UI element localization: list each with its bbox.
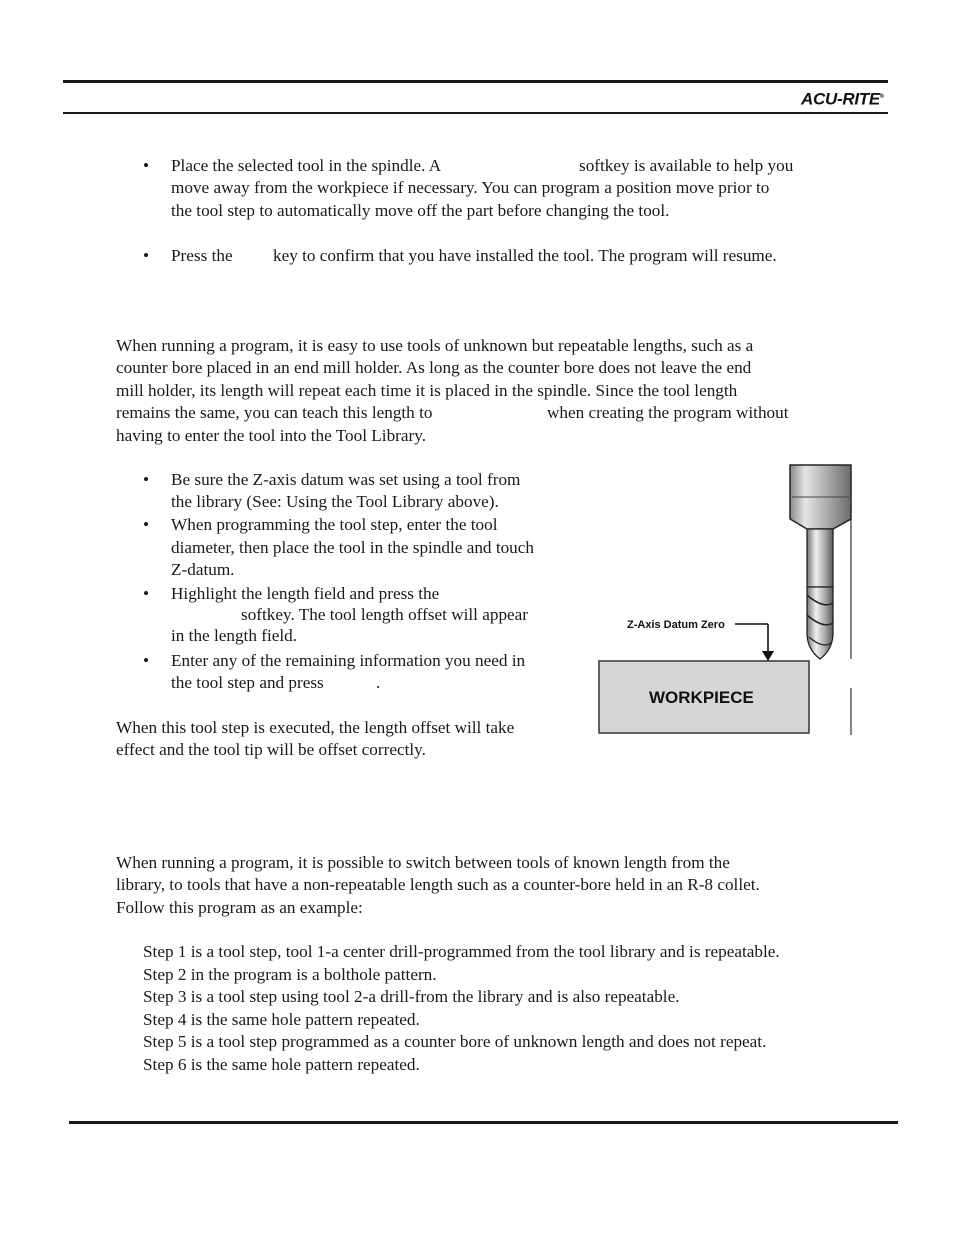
bullet-text: softkey. The tool length offset will appear (241, 605, 529, 624)
bullet-marker: • (143, 246, 150, 265)
bullet-text: . (376, 673, 381, 692)
step-item: Step 1 is a tool step, tool 1-a center drill-programmed from the tool library and is repeatable. (143, 942, 780, 961)
paragraph-line: remains the same, you can teach this length to (116, 403, 433, 422)
bullet-text: Z-datum. (171, 560, 235, 579)
bullet-text: Place the selected tool in the spindle. A (171, 156, 442, 175)
step-item: Step 2 in the program is a bolthole pattern. (143, 965, 437, 984)
bullet-marker: • (143, 156, 150, 175)
paragraph-line: counter bore placed in an end mill holder. As long as the counter bore does not leave the end (116, 358, 752, 377)
step-item: Step 3 is a tool step using tool 2-a drill-from the library and is also repeatable. (143, 987, 680, 1006)
paragraph-line: library, to tools that have a non-repeatable length such as a counter-bore held in an R-8 collet. (116, 875, 760, 894)
bullet-text: Be sure the Z-axis datum was set using a tool from (171, 470, 521, 489)
step-item: Step 4 is the same hole pattern repeated. (143, 1010, 420, 1029)
tool-datum-illustration (597, 463, 855, 738)
step-item: Step 5 is a tool step programmed as a counter bore of unknown length and does not repeat. (143, 1032, 767, 1051)
bullet-text: Highlight the length field and press the (171, 584, 440, 603)
bullet-text: Press the (171, 246, 233, 265)
footer-rule (69, 1121, 898, 1124)
tool-shank (807, 529, 833, 587)
paragraph-line: Follow this program as an example: (116, 898, 363, 917)
bullet-text: softkey is available to help you (579, 156, 794, 175)
tool-datum-figure (597, 463, 855, 738)
acu-rite-logo: ACU-RITE® (801, 89, 884, 109)
bullet-text: When programming the tool step, enter the tool (171, 515, 498, 534)
bullet-text: diameter, then place the tool in the spindle and touch (171, 538, 535, 557)
bullet-text: in the length field. (171, 626, 298, 645)
datum-label: Z-Axis Datum Zero (627, 619, 725, 631)
workpiece-label: WORKPIECE (649, 688, 754, 707)
bullet-marker: • (143, 584, 150, 603)
bullet-text: the tool step and press (171, 673, 324, 692)
header-top-rule (63, 80, 888, 83)
paragraph-line: mill holder, its length will repeat each time it is placed in the spindle. Since the tool length (116, 381, 738, 400)
paragraph-line: When running a program, it is easy to use tools of unknown but repeatable lengths, such as a (116, 336, 754, 355)
paragraph-line: when creating the program without (547, 403, 789, 422)
bullet-marker: • (143, 470, 150, 489)
paragraph-line: effect and the tool tip will be offset correctly. (116, 740, 426, 759)
paragraph-line: having to enter the tool into the Tool Library. (116, 426, 427, 445)
bullet-text: key to confirm that you have installed the tool. The program will resume. (273, 246, 777, 265)
paragraph-line: When running a program, it is possible to switch between tools of known length from the (116, 853, 730, 872)
bullet-marker: • (143, 515, 150, 534)
bullet-marker: • (143, 651, 150, 670)
header-bottom-rule (63, 112, 888, 114)
bullet-text: the library (See: Using the Tool Library above). (171, 492, 499, 511)
bullet-text: Enter any of the remaining information you need in (171, 651, 526, 670)
step-item: Step 6 is the same hole pattern repeated. (143, 1055, 420, 1074)
bullet-text: the tool step to automatically move off the part before changing the tool. (171, 201, 670, 220)
paragraph-line: When this tool step is executed, the length offset will take (116, 718, 515, 737)
bullet-text: move away from the workpiece if necessary. You can program a position move prior to (171, 178, 770, 197)
